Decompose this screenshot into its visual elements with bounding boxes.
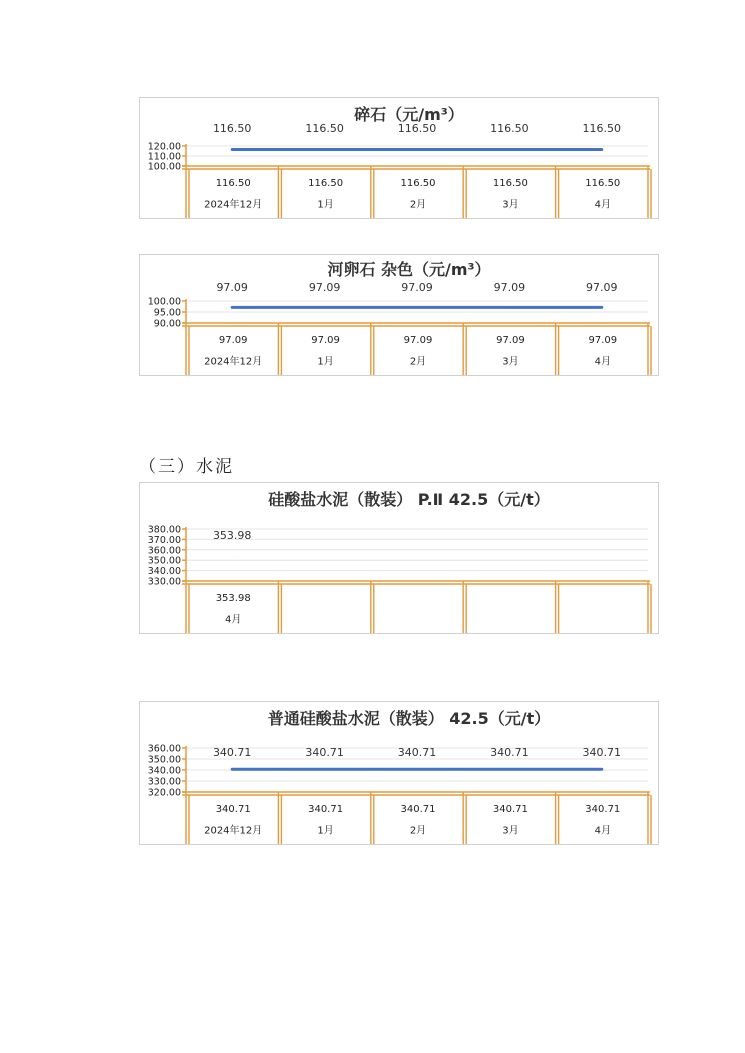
category-label: 2月 [409,825,427,837]
data-label: 353.98 [212,529,252,542]
table-value: 340.71 [215,804,251,816]
table-value: 97.09 [311,335,340,347]
category-label: 1月 [317,825,334,837]
table-value: 116.50 [215,178,251,190]
chart-title: 河卵石 杂色（元/m³） [327,260,491,279]
y-tick-label: 330.00 [147,576,181,588]
chart-ordinary-portland-cement [139,701,659,845]
category-label: 3月 [502,199,519,211]
table-value: 97.09 [496,335,525,347]
chart-svg [140,483,658,633]
chart-svg [140,702,658,844]
category-label: 3月 [502,825,519,837]
category-label: 4月 [594,825,611,837]
chart-svg [140,255,658,375]
table-value: 97.09 [403,335,433,347]
y-tick-label: 340.00 [147,566,181,578]
y-tick-label: 90.00 [153,318,181,330]
chart-river-pebble [139,254,659,376]
data-label: 97.09 [586,281,618,294]
category-label: 4月 [594,199,611,211]
table-value: 116.50 [308,178,344,190]
category-label: 1月 [317,199,334,211]
data-label: 116.50 [212,122,252,135]
y-tick-label: 100.00 [147,296,181,308]
data-label: 116.50 [490,122,529,135]
table-value: 340.71 [585,804,621,816]
data-label: 340.71 [490,746,529,759]
table-value: 340.71 [492,804,528,816]
category-label: 2024年12月 [204,199,263,211]
data-label: 116.50 [397,122,437,135]
chart-svg [140,98,658,218]
chart-title: 硅酸盐水泥（散装） P.Ⅱ 42.5（元/t） [268,490,550,509]
y-tick-label: 100.00 [147,161,181,173]
category-label: 4月 [594,356,611,368]
data-label: 116.50 [582,122,622,135]
y-tick-label: 360.00 [147,743,181,755]
y-tick-label: 95.00 [153,307,181,319]
data-label: 97.09 [493,281,526,294]
y-tick-label: 330.00 [147,776,181,788]
data-label: 340.71 [305,746,344,759]
table-value: 97.09 [218,335,248,347]
table-value: 116.50 [585,178,621,190]
y-tick-label: 350.00 [147,555,181,567]
chart-crushed-stone [139,97,659,219]
y-tick-label: 110.00 [147,151,181,163]
data-label: 340.71 [212,746,252,759]
table-value: 116.50 [492,178,528,190]
table-value: 353.98 [215,593,251,605]
data-label: 116.50 [305,122,344,135]
chart-title: 普通硅酸盐水泥（散装） 42.5（元/t） [267,709,551,728]
category-label: 2024年12月 [204,825,263,837]
category-label: 1月 [317,356,334,368]
data-label: 97.09 [401,281,433,294]
category-label: 4月 [225,614,242,626]
y-tick-label: 360.00 [147,545,181,557]
data-label: 340.71 [397,746,437,759]
category-label: 3月 [502,356,519,368]
y-tick-label: 120.00 [147,141,181,153]
data-label: 340.71 [582,746,622,759]
y-tick-label: 340.00 [147,765,181,777]
y-tick-label: 380.00 [147,524,181,536]
table-value: 97.09 [588,335,618,347]
data-label: 97.09 [216,281,248,294]
y-tick-label: 370.00 [147,534,181,546]
chart-portland-cement [139,482,659,634]
data-label: 97.09 [308,281,341,294]
table-value: 340.71 [308,804,344,816]
section-heading-cement: （三）水泥 [139,457,234,477]
category-label: 2024年12月 [204,356,263,368]
y-tick-label: 320.00 [147,787,181,799]
category-label: 2月 [409,199,427,211]
y-tick-label: 350.00 [147,754,181,766]
chart-title: 碎石（元/m³） [354,105,464,124]
category-label: 2月 [409,356,427,368]
table-value: 340.71 [400,804,436,816]
table-value: 116.50 [400,178,436,190]
